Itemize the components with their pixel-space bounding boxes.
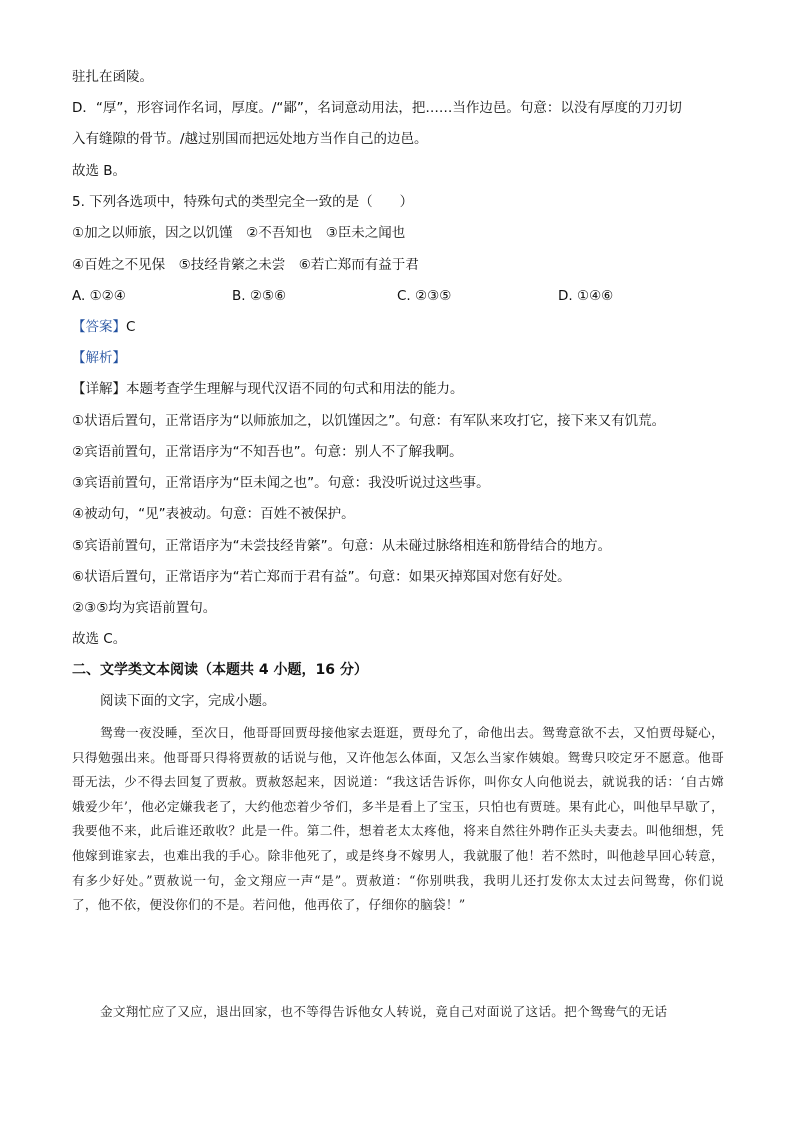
text-line: D．“厚”，形容词作名词，厚度。/“鄙”，名词意动用法，把……当作边邑。句意：以没有厚度的刀刃切 [72,100,682,116]
passage-paragraph: 鸳鸯一夜没睡，至次日，他哥哥回贾母接他家去逛逛，贾母允了，命他出去。鸳鸯意欲不去，又怕贾母疑心，只得勉强出来。他哥哥只得将贾赦的话说与他，又许他怎么体面，又怎么当家作姨娘。鸳鸯只咬定牙不愿意。他哥哥无法，少不得去回复了贾赦。贾赦怒起来，因说道：“我这话告诉你，叫你女人向他说去，就说我的话：‘自古嫦娥爱少年’，他必定嫌我老了，大约他恋着少爷们，多半是看上了宝玉，只怕也有贾琏。果有此心，叫他早早歇了，我要他不来，此后谁还敢收？此是一件。第二件，想着老太太疼他，将来自然往外聘作正头夫妻去。叫他细想，凭他嫁到谁家去，也难出我的手心。除非他死了，或是终身不嫁男人，我就服了他！若不然时，叫他趁早回心转意，有多少好处。”贾赦说一句，金文翔应一声“是”。贾赦道：“你别哄我，我明儿还打发你太太过去问鸳鸯，你们说了，他不依，便没你们的不是。若问他，他再依了，仔细你的脑袋！” [72,725,724,913]
text-line: 故选 B。 [72,163,127,179]
option-b: B. ②⑤⑥ [232,288,287,304]
option-a: A. ①②④ [72,288,126,304]
explanation-line: ⑥状语后置句，正常语序为“若亡郑而于君有益”。句意：如果灭掉郑国对您有好处。 [72,569,571,585]
reading-instruction: 阅读下面的文字，完成小题。 [100,693,276,709]
question-item-line: ④百姓之不见保 ⑤技经肯綮之未尝 ⑥若亡郑而有益于君 [72,257,419,273]
explanation-line: ⑤宾语前置句，正常语序为“未尝技经肯綮”。句意：从未碰过脉络相连和筋骨结合的地方。 [72,538,612,554]
text-line: 驻扎在函陵。 [72,69,153,85]
answer-value: C [126,319,136,335]
answer-line [72,318,135,336]
option-c: C. ②③⑤ [397,288,452,304]
explanation-line: ④被动句，“见”表被动。句意：百姓不被保护。 [72,506,355,522]
question-item-line: ①加之以师旅，因之以饥馑 ②不吾知也 ③臣未之闻也 [72,225,406,241]
detail-text: 本题考查学生理解与现代汉语不同的句式和用法的能力。 [126,381,464,397]
explanation-line: ②③⑤均为宾语前置句。 [72,600,217,616]
passage-paragraph: 金文翔忙应了又应，退出回家，也不等得告诉他女人转说，竟自己对面说了这话。把个鸳鸯气的无话 [100,1004,668,1019]
detail-line [72,380,464,398]
detail-label: 【详解】 [72,381,126,397]
text-line: 入有缝隙的骨节。/越过别国而把远处地方当作自己的边邑。 [72,131,428,147]
explanation-line: ②宾语前置句，正常语序为“不知吾也”。句意：别人不了解我啊。 [72,444,463,460]
explanation-line: ③宾语前置句，正常语序为“臣未闻之也”。句意：我没听说过这些事。 [72,475,490,491]
analysis-label: 【解析】 [72,350,126,366]
option-d: D. ①④⑥ [558,288,614,304]
answer-label: 【答案】 [72,319,126,335]
text-line: 故选 C。 [72,631,127,647]
explanation-line: ①状语后置句，正常语序为“以师旅加之，以饥馑因之”。句意：有军队来攻打它，接下来又有饥荒。 [72,413,666,429]
question-stem: 5. 下列各选项中，特殊句式的类型完全一致的是（ ） [72,194,414,210]
section-title: 二、文学类文本阅读（本题共 4 小题，16 分） [72,662,368,678]
